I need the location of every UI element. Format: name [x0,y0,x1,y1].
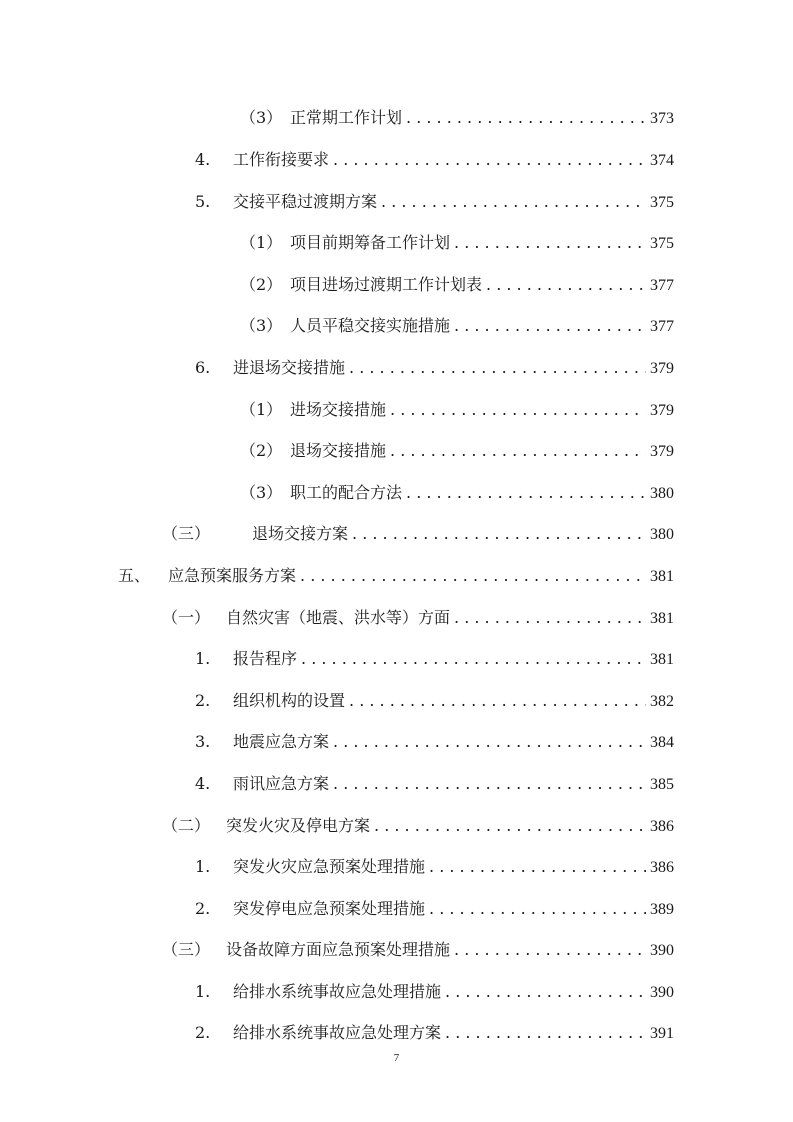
entry-title: 报告程序 [233,649,298,668]
entry-title: 进场交接措施 [290,400,387,419]
entry-page: 380 [650,485,674,502]
entry-title: 进退场交接措施 [233,358,346,377]
toc-entry[interactable] [195,897,674,921]
dot-leader [445,1021,646,1045]
entry-page: 379 [650,402,674,419]
toc-entry[interactable] [240,439,674,463]
entry-page: 381 [650,568,674,585]
entry-title: 自然灾害（地震、洪水等）方面 [226,608,451,627]
dot-leader [333,148,646,172]
entry-page: 375 [650,194,674,211]
entry-number: （1） [240,233,283,252]
dot-leader [349,689,646,713]
entry-title: 职工的配合方法 [290,483,403,502]
toc-entry[interactable] [195,190,674,214]
dot-leader [429,855,646,879]
toc-entry[interactable] [240,231,674,255]
entry-page: 390 [650,942,674,959]
entry-number: （1） [240,400,283,419]
dot-leader [300,564,646,588]
entry-number: （3） [240,483,283,502]
entry-number: 1. [195,982,211,1001]
entry-title: 突发火灾应急预案处理措施 [233,857,426,876]
toc-entry[interactable] [195,980,674,1004]
toc-entry[interactable] [195,1021,674,1045]
entry-page: 377 [650,318,674,335]
entry-page: 380 [650,526,674,543]
entry-number: （2） [240,275,283,294]
toc-entry[interactable] [195,730,674,754]
toc-entry[interactable] [162,606,674,630]
entry-title: 项目前期筹备工作计划 [290,233,451,252]
entry-title: 交接平稳过渡期方案 [233,192,378,211]
entry-page: 386 [650,818,674,835]
toc-entry[interactable] [240,481,674,505]
entry-page: 375 [650,235,674,252]
entry-title: 给排水系统事故应急处理方案 [233,1023,442,1042]
dot-leader [486,273,646,297]
entry-title: 退场交接措施 [290,441,387,460]
entry-title: 雨讯应急方案 [233,774,330,793]
entry-page: 377 [650,277,674,294]
entry-number: （一） [162,608,211,627]
dot-leader [381,190,646,214]
entry-title: 正常期工作计划 [290,108,403,127]
entry-number: 4. [195,774,211,793]
dot-leader [406,106,646,130]
entry-number: 3. [195,732,211,751]
toc-entry[interactable] [195,647,674,671]
entry-number: 4. [195,150,211,169]
toc-entry[interactable] [162,522,674,546]
entry-page: 386 [650,859,674,876]
dot-leader [301,647,646,671]
entry-number: 2. [195,1023,211,1042]
entry-page: 390 [650,984,674,1001]
toc-entry[interactable] [240,273,674,297]
entry-title: 人员平稳交接实施措施 [290,316,451,335]
dot-leader [352,522,646,546]
entry-title: 给排水系统事故应急处理措施 [233,982,442,1001]
toc-entry[interactable] [195,689,674,713]
dot-leader [390,439,646,463]
entry-page: 373 [650,110,674,127]
dot-leader [454,606,646,630]
dot-leader [429,897,646,921]
dot-leader [445,980,646,1004]
dot-leader [454,231,646,255]
entry-number: （3） [240,108,283,127]
entry-number: 五、 [118,566,151,585]
dot-leader [374,814,646,838]
dot-leader [333,772,646,796]
dot-leader [390,398,646,422]
page-number: 7 [393,1052,400,1064]
entry-page: 384 [650,734,674,751]
entry-page: 381 [650,651,674,668]
dot-leader [349,356,646,380]
entry-number: 5. [195,192,211,211]
toc-entry[interactable] [162,938,674,962]
entry-page: 391 [650,1025,674,1042]
toc-entry[interactable] [118,564,674,588]
toc-entry[interactable] [195,772,674,796]
entry-title: 突发停电应急预案处理措施 [233,899,426,918]
entry-page: 382 [650,693,674,710]
entry-title: 应急预案服务方案 [168,566,297,585]
entry-page: 379 [650,443,674,460]
entry-number: 2. [195,691,211,710]
entry-title: 工作衔接要求 [233,150,330,169]
entry-number: （二） [162,816,211,835]
entry-number: （3） [240,316,283,335]
toc-entry[interactable] [195,148,674,172]
dot-leader [454,938,646,962]
dot-leader [406,481,646,505]
entry-title: 退场交接方案 [252,524,349,543]
entry-number: 1. [195,649,211,668]
toc-entry[interactable] [195,855,674,879]
entry-number: （三） [162,940,211,959]
entry-page: 381 [650,610,674,627]
entry-title: 项目进场过渡期工作计划表 [290,275,483,294]
toc-entry[interactable] [240,314,674,338]
entry-page: 385 [650,776,674,793]
entry-page: 379 [650,360,674,377]
entry-number: 6. [195,358,211,377]
entry-title: 突发火灾及停电方案 [226,816,371,835]
entry-title: 地震应急方案 [233,732,330,751]
toc-entry[interactable] [240,398,674,422]
toc-entry[interactable] [162,814,674,838]
dot-leader [454,314,646,338]
entry-page: 389 [650,901,674,918]
toc-entry[interactable] [240,106,674,130]
entry-number: 2. [195,899,211,918]
entry-page: 374 [650,152,674,169]
entry-number: （三） [162,524,211,543]
dot-leader [333,730,646,754]
entry-title: 组织机构的设置 [233,691,346,710]
toc-entry[interactable] [195,356,674,380]
entry-number: 1. [195,857,211,876]
entry-title: 设备故障方面应急预案处理措施 [226,940,451,959]
entry-number: （2） [240,441,283,460]
